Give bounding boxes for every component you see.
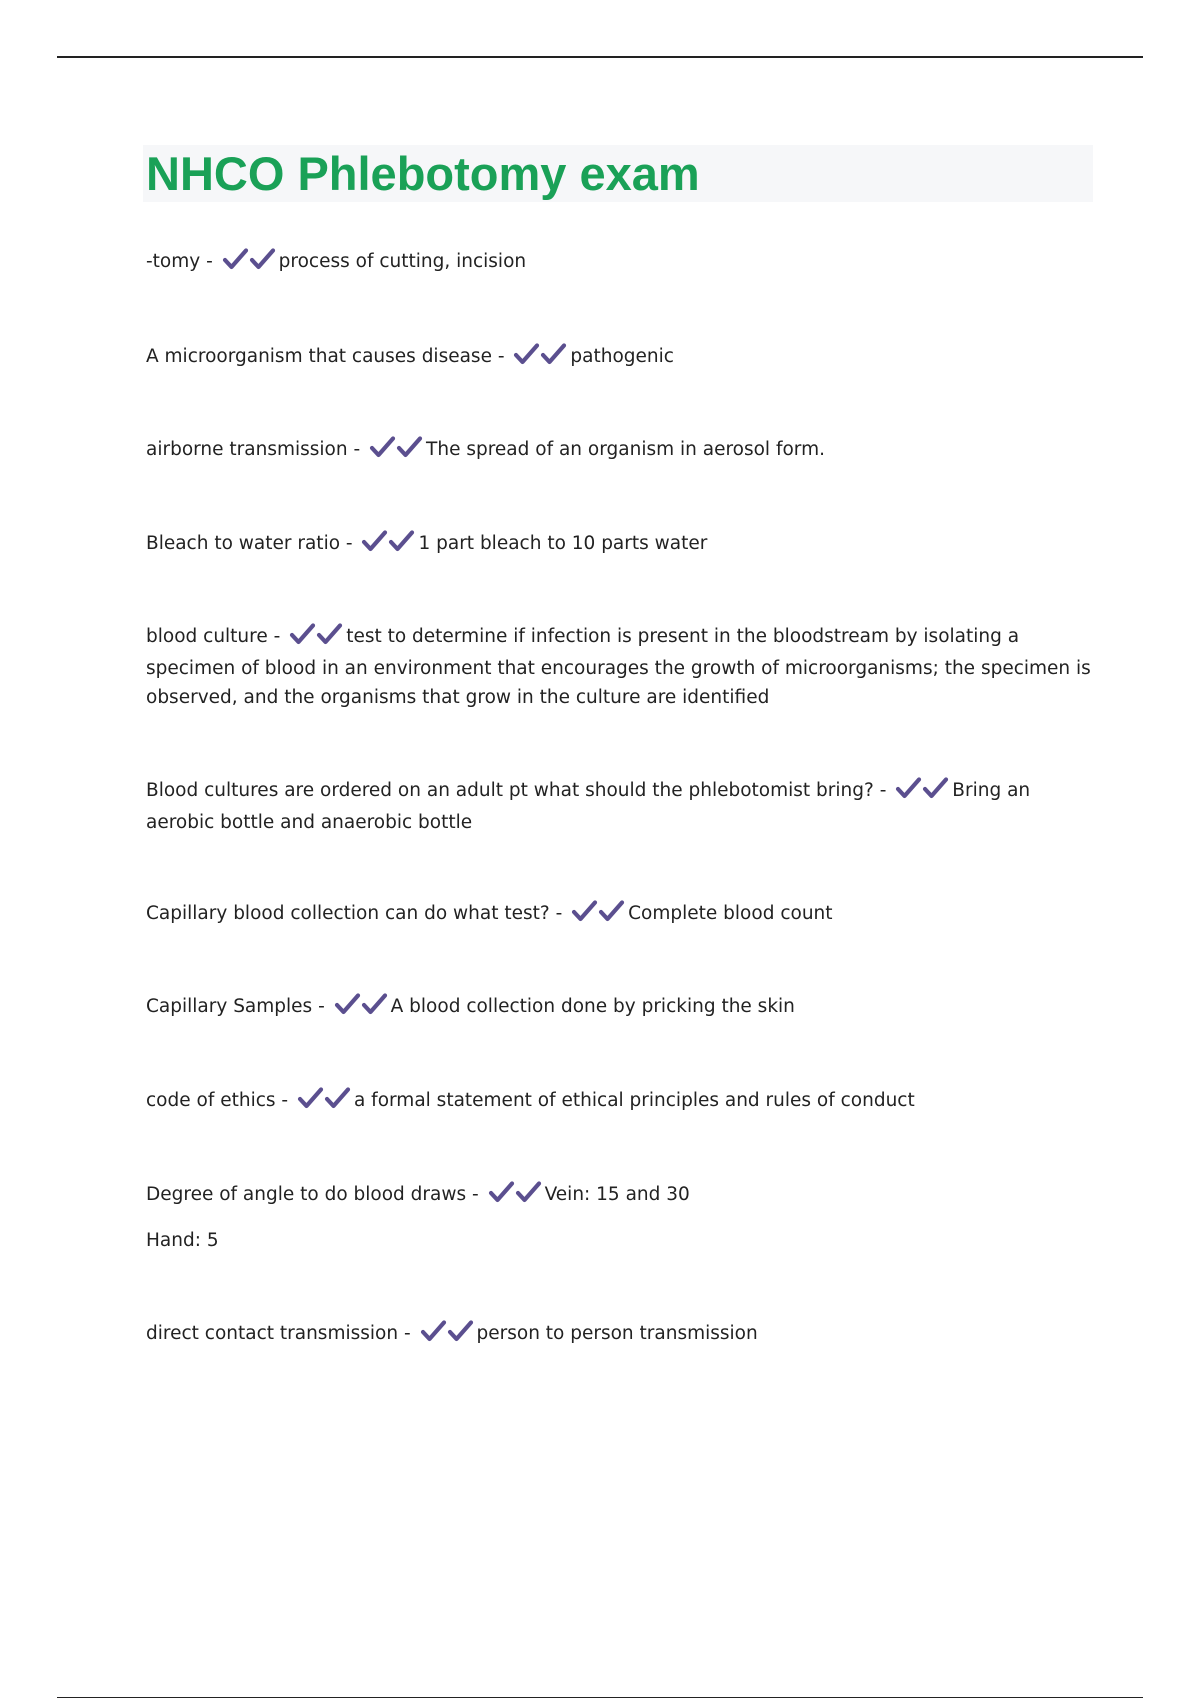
entry-separator: - [873, 780, 893, 801]
entry-term: Blood cultures are ordered on an adult pt what should the phlebotomist bring? [146, 780, 874, 801]
qa-entry-blood-culture [146, 622, 1091, 712]
entry-answer: 1 part bleach to 10 parts water [418, 533, 708, 554]
qa-entry-capillary-samples [146, 992, 1091, 1024]
qa-entry-code-of-ethics [146, 1086, 1091, 1118]
check-mark-icon [515, 1181, 542, 1203]
qa-entry-bleach [146, 529, 1091, 561]
check-mark-icon [513, 343, 540, 365]
double-check-icon [420, 1320, 474, 1351]
check-mark-icon [289, 623, 316, 645]
check-mark-icon [316, 623, 343, 645]
entry-answer: process of cutting, incision [278, 251, 527, 272]
entry-term: Capillary Samples [146, 996, 313, 1017]
entry-answer-continuation: Hand: 5 [146, 1230, 219, 1251]
top-divider [57, 56, 1143, 58]
check-mark-icon [361, 530, 388, 552]
entry-answer: test to determine if infection is present in the bloodstream by isolating a specimen of blood in an environment that encourages the growth of microorganisms; the specimen is observed, and the organisms that grow in the culture are identified [146, 626, 1091, 708]
entry-term: airborne transmission [146, 439, 348, 460]
check-mark-icon [571, 900, 598, 922]
double-check-icon [297, 1087, 351, 1118]
double-check-icon [369, 436, 423, 467]
double-check-icon [895, 777, 949, 808]
entry-term: Bleach to water ratio [146, 533, 341, 554]
document-title: NHCO Phlebotomy exam [146, 147, 700, 200]
check-mark-icon [222, 248, 249, 270]
check-mark-icon [540, 343, 567, 365]
check-mark-icon [895, 777, 922, 799]
check-mark-icon [598, 900, 625, 922]
qa-entry-microorganism [146, 342, 1091, 374]
double-check-icon [488, 1181, 542, 1212]
check-mark-icon [297, 1087, 324, 1109]
check-mark-icon [447, 1320, 474, 1342]
check-mark-icon [334, 993, 361, 1015]
double-check-icon [222, 248, 276, 279]
entry-answer: Vein: 15 and 30 [544, 1184, 690, 1205]
qa-entry-blood-cultures-ordered [146, 776, 1091, 837]
check-mark-icon [361, 993, 388, 1015]
qa-entry-tomy [146, 247, 1091, 279]
double-check-icon [571, 900, 625, 931]
entry-answer: A blood collection done by pricking the skin [390, 996, 795, 1017]
double-check-icon [513, 343, 567, 374]
double-check-icon [334, 993, 388, 1024]
entry-answer: The spread of an organism in aerosol form. [426, 439, 825, 460]
entry-term: -tomy [146, 251, 201, 272]
check-mark-icon [369, 436, 396, 458]
check-mark-icon [396, 436, 423, 458]
entry-term: code of ethics [146, 1090, 276, 1111]
entry-term: Capillary blood collection can do what test? [146, 903, 550, 924]
check-mark-icon [324, 1087, 351, 1109]
entry-separator: - [466, 1184, 485, 1205]
entry-separator: - [312, 996, 331, 1017]
double-check-icon [361, 530, 415, 561]
qa-entry-capillary-test [146, 899, 1091, 931]
entry-term: blood culture [146, 626, 268, 647]
qa-entry-degree-of-angle [146, 1180, 1091, 1212]
entry-answer: Bring an aerobic bottle and anaerobic bottle [146, 780, 1031, 833]
entry-separator: - [200, 251, 219, 272]
qa-entry-airborne [146, 435, 1091, 467]
check-mark-icon [922, 777, 949, 799]
entry-separator: - [549, 903, 569, 924]
qa-entry-direct-contact [146, 1319, 1091, 1351]
entry-answer: pathogenic [570, 346, 674, 367]
entry-answer: a formal statement of ethical principles and rules of conduct [353, 1090, 915, 1111]
entry-term: A microorganism that causes disease [146, 346, 492, 367]
entry-separator: - [275, 1090, 294, 1111]
check-mark-icon [420, 1320, 447, 1342]
entry-term: Degree of angle to do blood draws [146, 1184, 467, 1205]
check-mark-icon [488, 1181, 515, 1203]
double-check-icon [289, 623, 343, 654]
entry-answer: person to person transmission [476, 1323, 758, 1344]
bottom-divider [57, 1697, 1143, 1698]
entry-term: direct contact transmission [146, 1323, 399, 1344]
entry-separator: - [267, 626, 287, 647]
check-mark-icon [249, 248, 276, 270]
entry-separator: - [398, 1323, 417, 1344]
entry-separator: - [491, 346, 511, 367]
entry-separator: - [347, 439, 367, 460]
check-mark-icon [388, 530, 415, 552]
entry-separator: - [340, 533, 359, 554]
entry-answer: Complete blood count [628, 903, 833, 924]
